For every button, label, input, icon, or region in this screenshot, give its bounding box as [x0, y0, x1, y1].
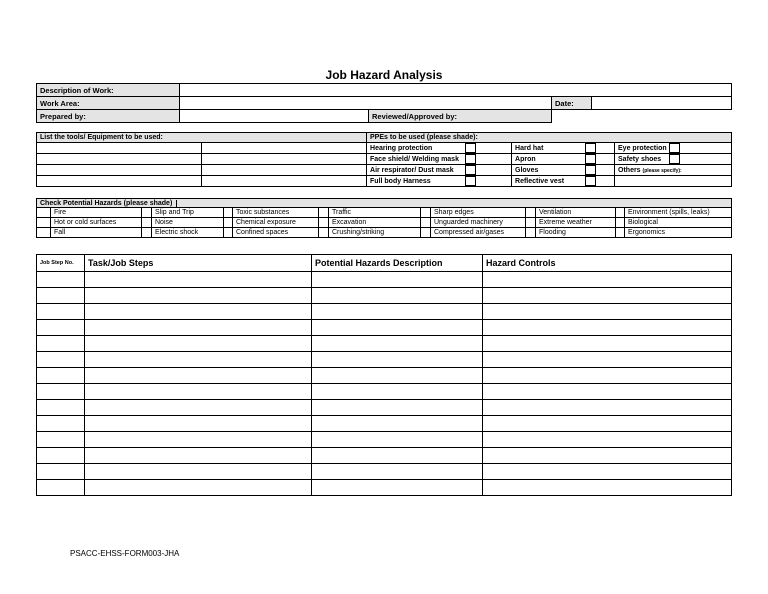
- hazard-checkbox[interactable]: [616, 218, 625, 228]
- table-row: [37, 352, 732, 368]
- table-row: [37, 384, 732, 400]
- work-area-field[interactable]: [180, 97, 552, 110]
- hazard-cell[interactable]: [312, 480, 483, 496]
- hazard-label: Fire: [51, 208, 142, 218]
- hazard-label: Ergonomics: [625, 228, 732, 238]
- hazard-checkbox[interactable]: [37, 218, 51, 228]
- ppe-item: Hearing protection: [367, 143, 512, 154]
- step-cell[interactable]: [37, 272, 85, 288]
- ppe-item: Eye protection: [615, 143, 732, 154]
- control-cell[interactable]: [483, 352, 732, 368]
- hazard-cell[interactable]: [312, 432, 483, 448]
- step-cell[interactable]: [37, 304, 85, 320]
- task-cell[interactable]: [85, 384, 312, 400]
- task-cell[interactable]: [85, 288, 312, 304]
- hazard-label: Ventilation: [536, 208, 616, 218]
- task-cell[interactable]: [85, 320, 312, 336]
- task-cell[interactable]: [85, 480, 312, 496]
- table-row: [37, 480, 732, 496]
- ppe-item: Air respirator/ Dust mask: [367, 165, 512, 176]
- hazard-checkbox[interactable]: [319, 208, 329, 218]
- reviewed-by-field[interactable]: [552, 110, 732, 123]
- hazard-label: Compressed air/gases: [431, 228, 526, 238]
- col-task: Task/Job Steps: [85, 255, 312, 272]
- tool-cell[interactable]: [37, 176, 202, 187]
- task-cell[interactable]: [85, 368, 312, 384]
- checkbox-icon[interactable]: [585, 154, 596, 164]
- hazard-label: Flooding: [536, 228, 616, 238]
- step-cell[interactable]: [37, 400, 85, 416]
- table-row: [37, 368, 732, 384]
- description-label: Description of Work:: [37, 84, 180, 97]
- step-cell[interactable]: [37, 464, 85, 480]
- hazard-cell[interactable]: [312, 272, 483, 288]
- hazard-label: Biological: [625, 218, 732, 228]
- ppe-item: Safety shoes: [615, 154, 732, 165]
- step-cell[interactable]: [37, 480, 85, 496]
- checkbox-icon[interactable]: [585, 165, 596, 175]
- control-cell[interactable]: [483, 432, 732, 448]
- hazard-label: Chemical exposure: [233, 218, 319, 228]
- hazard-cell[interactable]: [312, 320, 483, 336]
- task-cell[interactable]: [85, 432, 312, 448]
- table-row: [37, 336, 732, 352]
- hazard-label: Confined spaces: [233, 228, 319, 238]
- prepared-by-label: Prepared by:: [37, 110, 180, 123]
- checkbox-icon[interactable]: [669, 154, 680, 164]
- hazard-cell[interactable]: [312, 400, 483, 416]
- header-info-table: [36, 83, 732, 123]
- hazard-label: Toxic substances: [233, 208, 319, 218]
- control-cell[interactable]: [483, 448, 732, 464]
- task-cell[interactable]: [85, 352, 312, 368]
- checkbox-icon[interactable]: [669, 143, 680, 153]
- hazard-cell[interactable]: [312, 416, 483, 432]
- task-cell[interactable]: [85, 416, 312, 432]
- control-cell[interactable]: [483, 320, 732, 336]
- hazard-cell[interactable]: [312, 304, 483, 320]
- checkbox-icon[interactable]: [465, 143, 476, 153]
- description-field[interactable]: [180, 84, 732, 97]
- date-label: Date:: [552, 97, 592, 110]
- hazard-label: Noise: [152, 218, 224, 228]
- hazard-checkbox[interactable]: [37, 228, 51, 238]
- task-cell[interactable]: [85, 464, 312, 480]
- hazard-checkbox[interactable]: [142, 228, 152, 238]
- hazard-checkbox[interactable]: [224, 218, 233, 228]
- step-cell[interactable]: [37, 352, 85, 368]
- ppe-item: Apron: [512, 154, 615, 165]
- tools-ppe-table: [36, 132, 732, 187]
- hazard-cell[interactable]: [312, 288, 483, 304]
- table-row: [37, 304, 732, 320]
- hazard-cell[interactable]: [312, 352, 483, 368]
- control-cell[interactable]: [483, 400, 732, 416]
- hazards-header: Check Potential Hazards (please shade): [37, 199, 732, 208]
- checkbox-icon[interactable]: [465, 154, 476, 164]
- ppe-item: Full body Harness: [367, 176, 512, 187]
- hazards-table: [36, 198, 732, 238]
- step-cell[interactable]: [37, 368, 85, 384]
- hazard-checkbox[interactable]: [319, 218, 329, 228]
- ppe-item: Gloves: [512, 165, 615, 176]
- table-row: [37, 432, 732, 448]
- task-cell[interactable]: [85, 336, 312, 352]
- table-row: [37, 272, 732, 288]
- col-step-no: Job Step No.: [37, 255, 85, 272]
- step-cell[interactable]: [37, 288, 85, 304]
- hazard-checkbox[interactable]: [224, 208, 233, 218]
- hazard-checkbox[interactable]: [421, 208, 431, 218]
- hazard-label: Crushing/striking: [329, 228, 421, 238]
- hazard-cell[interactable]: [312, 368, 483, 384]
- control-cell[interactable]: [483, 464, 732, 480]
- hazard-checkbox[interactable]: [421, 228, 431, 238]
- hazard-label: Sharp edges: [431, 208, 526, 218]
- tool-cell[interactable]: [37, 154, 202, 165]
- hazard-label: Hot or cold surfaces: [51, 218, 142, 228]
- task-cell[interactable]: [85, 448, 312, 464]
- step-cell[interactable]: [37, 384, 85, 400]
- col-hazard: Potential Hazards Description: [312, 255, 483, 272]
- hazard-label: Electric shock: [152, 228, 224, 238]
- checkbox-icon[interactable]: [585, 176, 596, 186]
- hazard-cell[interactable]: [312, 464, 483, 480]
- step-cell[interactable]: [37, 336, 85, 352]
- ppe-item: Reflective vest: [512, 176, 615, 187]
- control-cell[interactable]: [483, 480, 732, 496]
- hazard-label: Extreme weather: [536, 218, 616, 228]
- checkbox-icon[interactable]: [465, 165, 476, 175]
- control-cell[interactable]: [483, 384, 732, 400]
- ppe-item: Hard hat: [512, 143, 615, 154]
- table-row: [37, 448, 732, 464]
- table-row: [37, 464, 732, 480]
- hazard-checkbox[interactable]: [616, 228, 625, 238]
- hazard-checkbox[interactable]: [616, 208, 625, 218]
- checkbox-icon[interactable]: [465, 176, 476, 186]
- task-cell[interactable]: [85, 400, 312, 416]
- control-cell[interactable]: [483, 272, 732, 288]
- checkbox-icon[interactable]: [585, 143, 596, 153]
- table-row: [37, 288, 732, 304]
- table-row: [37, 416, 732, 432]
- hazard-cell[interactable]: [312, 448, 483, 464]
- hazard-checkbox[interactable]: [526, 208, 536, 218]
- tool-cell[interactable]: [202, 176, 367, 187]
- col-controls: Hazard Controls: [483, 255, 732, 272]
- hazard-checkbox[interactable]: [526, 228, 536, 238]
- hazard-label: Fall: [51, 228, 142, 238]
- control-cell[interactable]: [483, 336, 732, 352]
- hazard-checkbox[interactable]: [37, 208, 51, 218]
- form-title: Job Hazard Analysis: [325, 68, 443, 82]
- hazard-label: Slip and Trip: [152, 208, 224, 218]
- table-row: [37, 400, 732, 416]
- control-cell[interactable]: [483, 368, 732, 384]
- ppe-others[interactable]: Others (please specify):: [615, 165, 732, 176]
- hazard-label: Excavation: [329, 218, 421, 228]
- ppe-item: Face shield/ Welding mask: [367, 154, 512, 165]
- reviewed-by-label: Reviewed/Approved by:: [369, 110, 552, 123]
- hazard-checkbox[interactable]: [319, 228, 329, 238]
- tool-cell[interactable]: [202, 143, 367, 154]
- ppe-blank[interactable]: [615, 176, 732, 187]
- form-code: PSACC-EHSS-FORM003-JHA: [70, 549, 180, 558]
- hazard-checkbox[interactable]: [526, 218, 536, 228]
- hazard-label: Unguarded machinery: [431, 218, 526, 228]
- task-cell[interactable]: [85, 304, 312, 320]
- task-cell[interactable]: [85, 272, 312, 288]
- ppe-header: PPEs to be used (please shade):: [367, 133, 732, 143]
- prepared-by-field[interactable]: [180, 110, 369, 123]
- tool-cell[interactable]: [202, 154, 367, 165]
- control-cell[interactable]: [483, 288, 732, 304]
- step-cell[interactable]: [37, 320, 85, 336]
- tool-cell[interactable]: [37, 165, 202, 176]
- tool-cell[interactable]: [202, 165, 367, 176]
- hazard-checkbox[interactable]: [224, 228, 233, 238]
- hazard-cell[interactable]: [312, 336, 483, 352]
- step-cell[interactable]: [37, 432, 85, 448]
- job-steps-table: [36, 254, 732, 496]
- hazard-checkbox[interactable]: [142, 218, 152, 228]
- control-cell[interactable]: [483, 304, 732, 320]
- hazard-checkbox[interactable]: [142, 208, 152, 218]
- table-row: [37, 320, 732, 336]
- tool-cell[interactable]: [37, 143, 202, 154]
- step-cell[interactable]: [37, 448, 85, 464]
- hazard-cell[interactable]: [312, 384, 483, 400]
- work-area-label: Work Area:: [37, 97, 180, 110]
- hazard-label: Environment (spills, leaks): [625, 208, 732, 218]
- step-cell[interactable]: [37, 416, 85, 432]
- date-field[interactable]: [592, 97, 732, 110]
- hazard-label: Traffic: [329, 208, 421, 218]
- tools-header: List the tools/ Equipment to be used:: [37, 133, 367, 143]
- control-cell[interactable]: [483, 416, 732, 432]
- hazard-checkbox[interactable]: [421, 218, 431, 228]
